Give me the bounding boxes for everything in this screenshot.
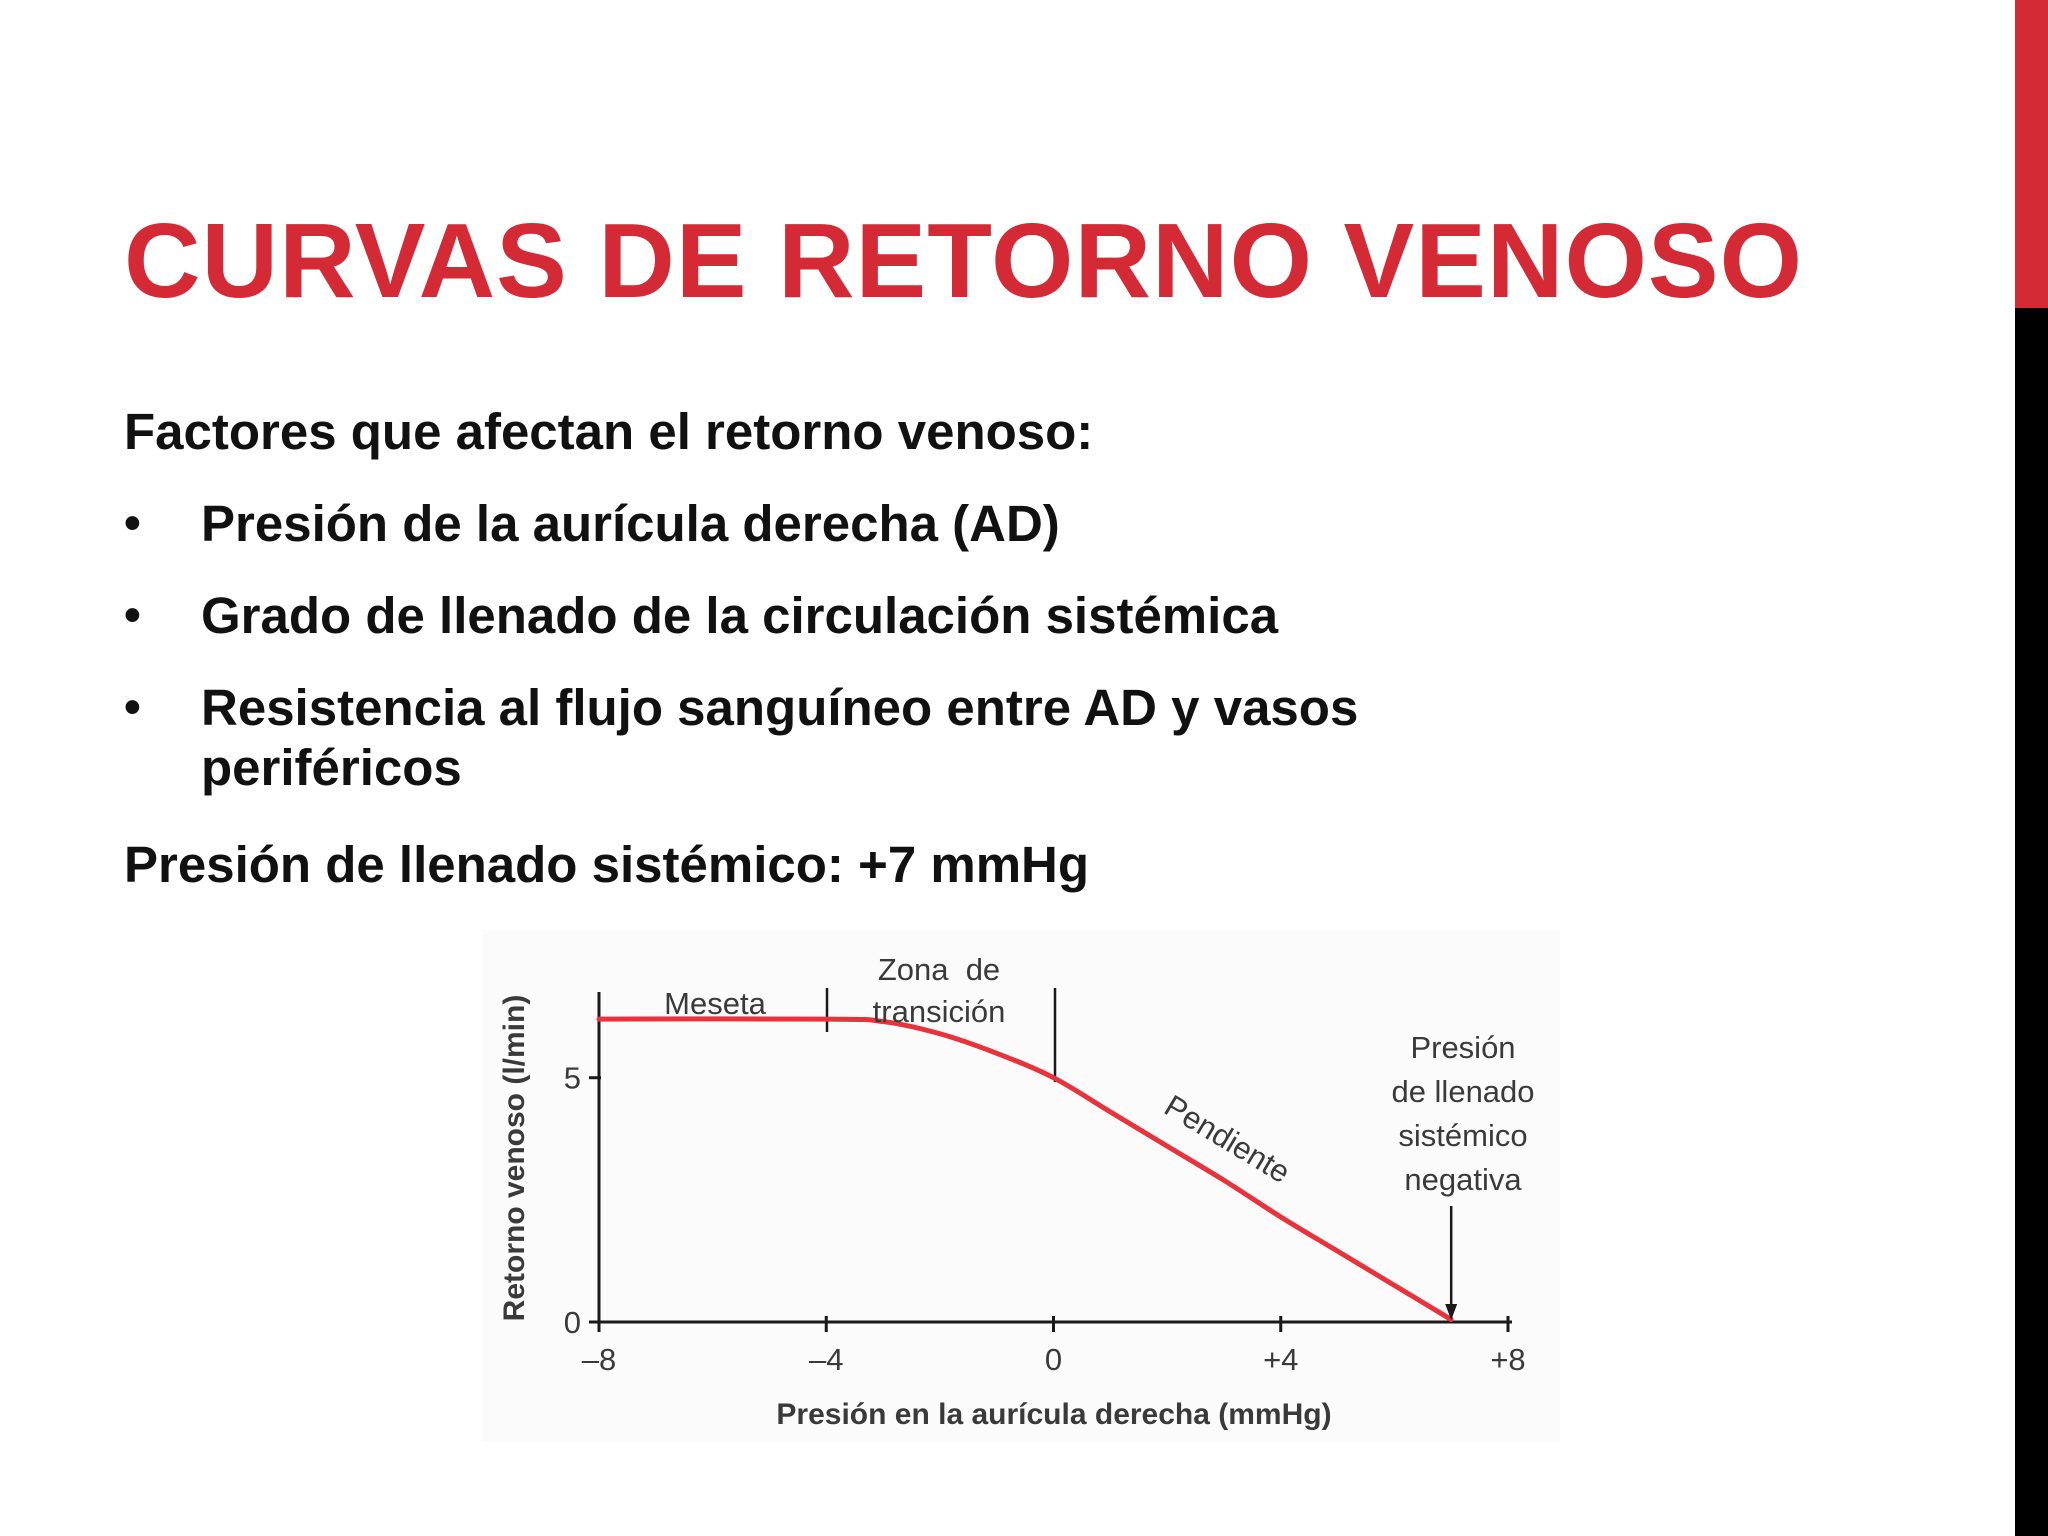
msfp-label-line-1: Presión (1410, 1030, 1516, 1065)
x-tick-label: –4 (809, 1342, 844, 1377)
x-ticks (582, 1316, 1526, 1377)
venous-return-chart (482, 930, 1560, 1442)
y-ticks (564, 1061, 601, 1340)
x-tick-label: +8 (1490, 1342, 1526, 1377)
x-tick-label: 0 (1044, 1342, 1063, 1377)
accent-bar-red (2015, 0, 2048, 308)
x-tick-label: +4 (1263, 1342, 1299, 1377)
venous-return-curve (599, 1019, 1451, 1320)
bullet-item-2: Grado de llenado de la circulación sistémica (201, 587, 1279, 644)
bullet-marker: • (124, 497, 141, 550)
accent-bar-black (2015, 308, 2048, 1536)
msfp-label-line-2: de llenado (1391, 1074, 1535, 1109)
intro-text: Factores que afectan el retorno venoso: (124, 403, 1094, 460)
y-tick-label: 0 (563, 1305, 581, 1340)
x-tick-label: –8 (581, 1342, 617, 1377)
summary-text: Presión de llenado sistémico: +7 mmHg (124, 836, 1090, 893)
bullet-item-3: Resistencia al flujo sanguíneo entre AD y vasos periféricos (201, 679, 1359, 796)
y-tick-label: 5 (563, 1060, 581, 1096)
slope-label: Pendiente (1158, 1088, 1297, 1190)
y-axis-label: Retorno venoso (l/min) (498, 994, 531, 1322)
bullet-marker: • (124, 589, 141, 642)
region-label-meseta: Meseta (664, 986, 766, 1021)
msfp-label-line-4: negativa (1404, 1162, 1522, 1197)
chart-svg (482, 930, 1560, 1442)
msfp-label-line-3: sistémico (1398, 1118, 1528, 1153)
bullet-marker: • (124, 681, 141, 734)
slide-title: CURVAS DE RETORNO VENOSO (124, 202, 1804, 320)
region-label-transicion-1: Zona de (877, 952, 1001, 987)
region-label-transicion-2: transición (872, 994, 1006, 1029)
x-axis-label: Presión en la aurícula derecha (mmHg) (776, 1398, 1332, 1431)
bullet-item-1: Presión de la aurícula derecha (AD) (201, 495, 1060, 552)
